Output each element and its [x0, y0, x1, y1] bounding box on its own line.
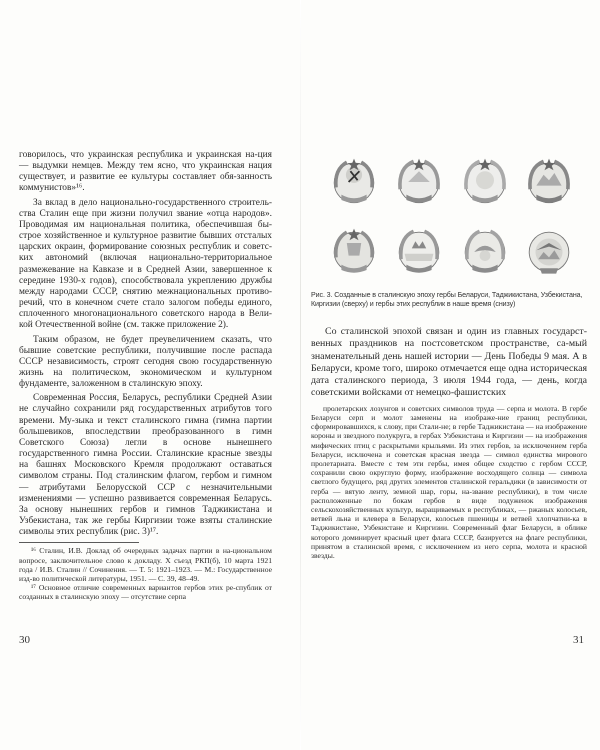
figure-caption: Рис. 3. Созданные в сталинскую эпоху гербы Беларуси, Таджикистана, Узбекистана, Киргизии (сверху) и гербы этих республик в наше время (снизу) [311, 291, 583, 309]
footnote: ¹⁶ Сталин, И.В. Доклад об очередных задачах партии в на-циональном вопросе, заключительное слово к докладу. X съезд РКП(б), 10 марта 1921 года / И.В. Сталин // Сочинения. — Т. 5: 1921–1923. — М.: Государственное изд-во политической литературы, 1951. — С. 39, 48–49. [19, 546, 272, 583]
right-text-column [311, 326, 587, 560]
emblem-byelorussian-ssr [327, 155, 381, 209]
paragraph: говорилось, что украинская республика и украинская на-ция — выдумки немцев. Между тем ясно, что украинская нация существует, и развитие ее культуры составляет обя-занность коммунистов»¹⁶. [19, 150, 272, 194]
emblem-tajik-ssr [392, 155, 446, 209]
page-number: 31 [573, 634, 584, 646]
emblem-tajikistan-modern [392, 225, 446, 279]
paragraph: Современная Россия, Беларусь, республики Средней Азии не случайно сохранили ряд государственных атрибутов того времени. Му-зыка и текст сталинского гимна (гимна партии большевиков, впоследствии преобразованного в гимн Советского Союза) легли в основе нынешнего государственного гимна России. Сталинские красные звезды на башнях Московского Кремля продолжают оставаться символом страны. Под сталинским флагом, гербом и гимном — атрибутами Белорусской ССР с незначительными изменениями — успешно развивается современная Беларусь. За основу нынешних гербов и гимнов Таджикистана и Узбекистана, так же гербы Киргизии тоже взяты сталинские символы этих республик (рис. 3)¹⁷. [19, 393, 272, 538]
footnote-divider [19, 542, 139, 543]
emblem-kirghiz-ssr [522, 155, 576, 209]
emblem-kyrgyzstan-modern [522, 225, 576, 279]
paragraph: За вклад в дело национально-государственного строитель-ства Сталин еще при жизни получил звание «отца народов». Проводимая им национальная политика, обеспечившая бы-строе хозяйственное и культурное развитие бывших отсталых царских окраин, формирование союзных республик и советс-ких автономий (включая национально-территориальное размежевание на Кавказе и в Средней Азии, завершенное к середине 1930-х годов), способствовала укреплению дружбы между народами СССР, снятию межнациональных противо-речий, что в конечном счете стало залогом победы единого, сплоченного многонационального советского народа в Вели-кой Отечественной войне (см. также приложение 2). [19, 197, 272, 331]
footnote: ¹⁷ Основное отличие современных вариантов гербов этих ре-спублик от созданных в сталинскую эпоху — отсутствие серпа [19, 583, 272, 602]
emblem-uzbek-ssr [458, 155, 512, 209]
right-page [301, 0, 600, 750]
footnote-continuation: пролетарских лозунгов и советских символов труда — серпа и молота. В гербе Беларуси серп и молот заменены на изображе-ние границ республики, сформировавшихся, к слову, при Стали-не; в гербе Таджикистана — на изображение короны и звездного полукруга, в гербах Узбекистана и Киргизии — на изображения мифических птиц с раскрытыми крыльями. Из этих гербов, за исключением герба Беларуси, исключена и советская красная звезда — символ единства мирового пролетариата. Вместе с тем эти гербы, имея общее сходство с гербом СССР, сохранили свою округлую форму, изображение восходящего солнца — символа светлого будущего, ряд других элементов сталинской геральдики (в зависимости от герба — вятую ленту, земной шар, горы, на-звание республики), в том числе расположенные по бокам гербов в виде подуженок изображения сельскохозяйственных культур, выращиваемых в республиках, — ржаных колосьев, ветвей льна и клевера в Беларуси, колосьев пшеницы и ветвей хлопчатни-ка в Таджикистане, Узбекистане и Киргизии. Современный флаг Беларуси, в облике которого доминирует красный цвет флага СССР, базируется на флаге республики, принятом в сталинской время, с исключением из него серпа, молота и красной звезды. [311, 403, 587, 561]
paragraph: Таким образом, не будет преувеличением сказать, что бывшие советские республики, получившие после распада СССР независимость, строят сегодня свою государственную жизнь на политическом, экономическом и культурном фундаменте, заложенном в сталинскую эпоху. [19, 334, 272, 390]
emblem-uzbekistan-modern [458, 225, 512, 279]
left-text-column [19, 150, 272, 602]
paragraph: Со сталинской эпохой связан и один из главных государст-венных праздников на постсоветском пространстве, са-мый знаменательный день нашей истории — День Победы 9 мая. А в Беларуси, кроме того, широко отмечается еще одна историческая дата сталинского периода, 3 июля 1944 года, — день, когда советскими войсками от немецко-фашистских [311, 326, 587, 399]
coat-of-arms-figure [321, 151, 579, 291]
emblem-belarus-modern [327, 225, 381, 279]
page-number: 30 [19, 634, 30, 646]
